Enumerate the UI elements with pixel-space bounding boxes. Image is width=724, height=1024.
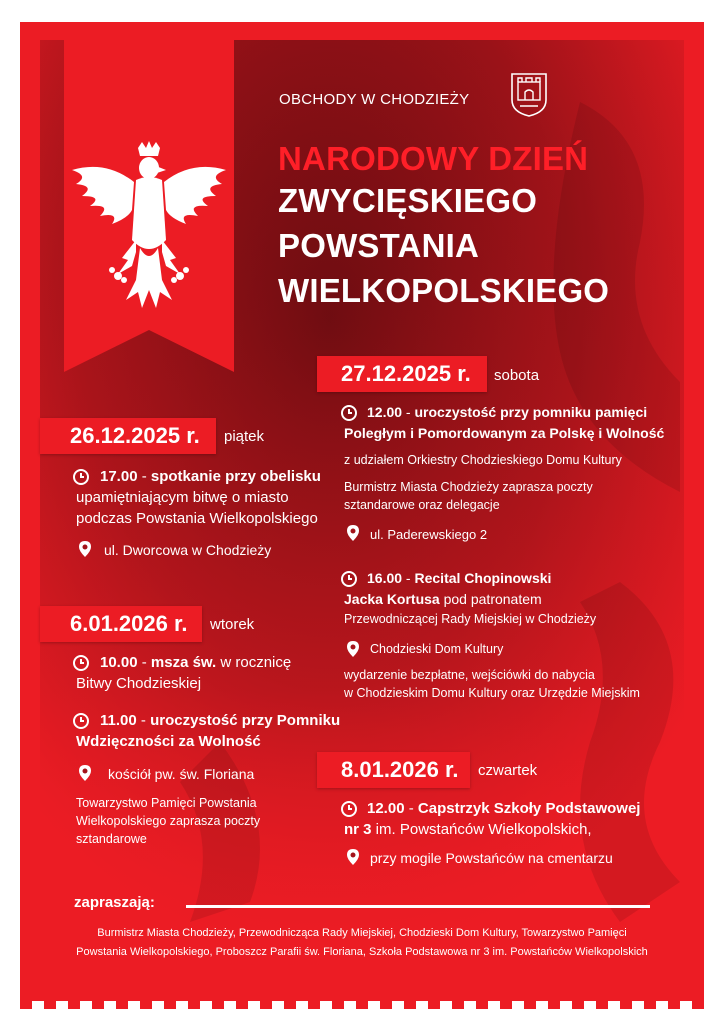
event-location: przy mogile Powstańców na cmentarzu — [370, 850, 613, 866]
map-pin-icon — [344, 640, 362, 658]
event-description: upamiętniającym bitwę o miasto — [76, 489, 289, 506]
event-title: spotkanie przy obelisku — [150, 468, 321, 485]
event-location: kościół pw. św. Floriana — [108, 766, 255, 782]
title-line-3: POWSTANIA — [278, 227, 480, 264]
white-eagle-emblem — [66, 140, 232, 320]
event-note: Wielkopolskiego zaprasza poczty — [76, 814, 261, 828]
flag-ribbon — [64, 22, 234, 372]
separator: - — [136, 712, 151, 729]
title-line-2: ZWYCIĘSKIEGO — [278, 182, 538, 219]
separator: - — [402, 404, 415, 420]
title-line-red: NARODOWY DZIEŃ — [278, 140, 589, 177]
day-name-26-12: piątek — [224, 428, 265, 445]
event-description: im. Powstańców Wielkopolskich, — [371, 821, 592, 838]
date-box-8-01: 8.01.2026 r. — [317, 752, 470, 788]
clock-icon — [72, 712, 90, 730]
event-time: 17.00 — [100, 468, 138, 485]
event-note: z udziałem Orkiestry Chodzieskiego Domu Kultury — [344, 453, 622, 467]
event-location: Chodzieski Dom Kultury — [370, 642, 504, 656]
invite-label: zapraszają: — [74, 894, 155, 911]
performer-name: Jacka Kortusa — [344, 591, 440, 607]
clock-icon — [72, 468, 90, 486]
event-title: uroczystość przy Pomniku — [150, 712, 341, 729]
school-number: nr 3 — [344, 821, 372, 838]
day-name-8-01: czwartek — [478, 762, 538, 779]
separator: - — [402, 570, 415, 586]
map-pin-icon — [76, 764, 94, 782]
event-note: w Chodzieskim Domu Kultury oraz Urzędzie Miejskim — [344, 686, 640, 700]
event-location: ul. Dworcowa w Chodzieży — [104, 542, 272, 558]
clock-icon — [340, 404, 358, 422]
separator: - — [137, 654, 151, 671]
event-note: wydarzenie bezpłatne, wejściówki do nabycia — [344, 668, 595, 682]
event-time: 12.00 — [367, 800, 405, 817]
event-note: sztandarowe — [76, 832, 147, 846]
event-time: 12.00 — [367, 404, 403, 420]
checkered-border — [20, 1001, 704, 1009]
separator: - — [137, 468, 151, 485]
event-description: podczas Powstania Wielkopolskiego — [76, 510, 318, 527]
day-name-27-12: sobota — [494, 367, 540, 384]
event-location: ul. Paderewskiego 2 — [370, 527, 488, 542]
event-description: Bitwy Chodzieskiej — [76, 675, 202, 692]
event-description: Przewodniczącej Rady Miejskiej w Chodzieży — [344, 612, 597, 626]
date-box-26-12: 26.12.2025 r. — [40, 418, 216, 454]
event-subtitle: OBCHODY W CHODZIEŻY — [279, 91, 470, 108]
organizers-line-1: Burmistrz Miasta Chodzieży, Przewodnicząca Rady Miejskiej, Chodzieski Dom Kultury, Towarzystwo Pamięci — [97, 927, 627, 939]
event-title-line2: Poległym i Pomordowanym za Polskę i Wolność — [344, 425, 665, 441]
event-note: Towarzystwo Pamięci Powstania — [76, 796, 257, 810]
clock-icon — [72, 654, 90, 672]
map-pin-icon — [344, 524, 362, 542]
event-title-line2: Wdzięczności za Wolność — [76, 733, 261, 750]
event-note: sztandarowe oraz delegacje — [344, 498, 500, 512]
date-box-27-12: 27.12.2025 r. — [317, 356, 487, 392]
clock-icon — [340, 800, 358, 818]
title-line-4: WIELKOPOLSKIEGO — [278, 272, 610, 309]
day-name-6-01: wtorek — [210, 616, 255, 633]
event-title: Recital Chopinowski — [414, 570, 552, 586]
map-pin-icon — [76, 540, 94, 558]
event-title: Capstrzyk Szkoły Podstawowej — [417, 800, 641, 817]
event-title: msza św. — [150, 654, 217, 671]
chodziez-coat-of-arms-icon — [510, 72, 548, 118]
event-time: 10.00 — [100, 654, 138, 671]
divider-line — [186, 905, 650, 908]
event-title: uroczystość przy pomniku pamięci — [414, 404, 648, 420]
event-time: 16.00 — [367, 570, 403, 586]
clock-icon — [340, 570, 358, 588]
event-description: pod patronatem — [439, 591, 542, 607]
map-pin-icon — [344, 848, 362, 866]
organizers-line-2: Powstania Wielkopolskiego, Proboszcz Parafii św. Floriana, Szkoła Podstawowa nr 3 im. Powstańców Wielkopolskich — [76, 946, 648, 958]
event-note: Burmistrz Miasta Chodzieży zaprasza poczty — [344, 480, 593, 494]
date-box-6-01: 6.01.2026 r. — [40, 606, 202, 642]
event-title-rest: w rocznicę — [216, 654, 292, 671]
separator: - — [404, 800, 418, 817]
event-time: 11.00 — [100, 712, 137, 729]
